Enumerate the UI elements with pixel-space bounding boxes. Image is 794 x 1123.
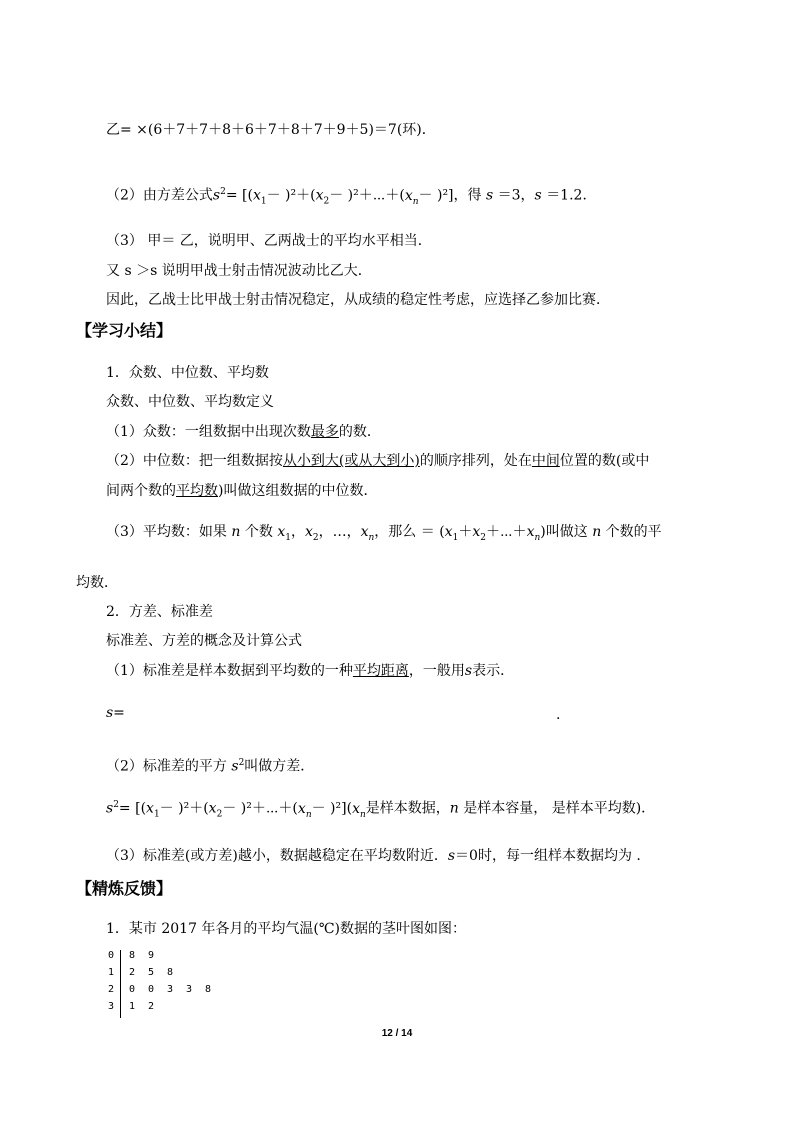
line-item-2: 2．方差、标准差 (106, 604, 213, 620)
leaf-value: 9 (148, 950, 155, 961)
leaf-value: 0 (129, 984, 136, 995)
line-question-1: 1．某市 2017 年各月的平均气温(℃)数据的茎叶图如图： (106, 921, 467, 937)
std-formula-end-dot: . (556, 707, 561, 723)
line-variance-formula-2: $s^2= [(x_1- )^2+(x_2-$ )$^2+\cdots+(x_n- )^2](x_n$是样本数据，n 是样本容量， 是样本平均数)． (106, 800, 656, 820)
line-definitions: 众数、中位数、平均数定义 (106, 394, 274, 410)
leaf-group (129, 950, 167, 967)
leaf-value: 1 (129, 1001, 136, 1012)
stem-row (108, 967, 224, 984)
leaf-value: 3 (186, 984, 193, 995)
leaf-group (129, 1001, 167, 1018)
line-conclusion: 因此，乙战士比甲战士射击情况稳定，从成绩的稳定性考虑，应选择乙参加比赛． (106, 292, 610, 308)
leaf-value: 8 (167, 967, 174, 978)
line-median: （2）中位数：把一组数据按从小到大(或从大到小)的顺序排列，处在中间位置的数(或中 (106, 453, 650, 469)
stem-divider (120, 967, 121, 984)
line-mean-def: （3）平均数：如果 n 个数 $x_1$，$x_2$，…，$x_n$，那么 ＝ $(x_1+x_2+\cdots+x_n)$叫做这 n 个数的平 (106, 524, 662, 543)
line-mode: （1）众数：一组数据中出现次数最多的数． (106, 424, 381, 440)
stem-value: 1 (108, 967, 115, 978)
stem-leaf-plot (108, 950, 224, 1018)
stem-row (108, 984, 224, 1001)
leaf-value: 0 (148, 984, 155, 995)
stem-value: 3 (108, 1001, 115, 1012)
line-std-def-title: 标准差、方差的概念及计算公式 (106, 633, 302, 649)
leaf-value: 8 (205, 984, 212, 995)
section-heading-summary: 【学习小结】 (76, 321, 173, 340)
line-variance-def: （2）标准差的平方 $s^2$叫做方差． (106, 758, 315, 775)
leaf-value: 2 (148, 1001, 155, 1012)
line-variance-formula: （2）由方差公式$s^2= [(x_1- )^2+(x_2-$ )$^2+\cdots+(x_n- )^2$]，得 s ＝3，s ＝1.2． (106, 187, 597, 207)
leaf-value: 3 (167, 984, 174, 995)
leaf-value: 5 (148, 967, 155, 978)
stem-row (108, 950, 224, 967)
leaf-value: 8 (129, 950, 136, 961)
leaf-group (129, 984, 224, 1001)
line-median-cont: 间两个数的平均数)叫做这组数据的中位数． (106, 483, 378, 499)
line-compare-mean: （3） 甲＝ 乙，说明甲、乙两战士的平均水平相当． (106, 233, 432, 249)
stem-row (108, 1001, 224, 1018)
line-std-def: （1）标准差是样本数据到平均数的一种平均距离，一般用s表示． (106, 663, 515, 679)
stem-divider (120, 950, 121, 967)
stem-value: 0 (108, 950, 115, 961)
stem-value: 2 (108, 984, 115, 995)
leaf-value: 2 (129, 967, 136, 978)
line-mean-yi: 乙= ×(6＋7＋7＋8＋6＋7＋8＋7＋9＋5)＝7(环)． (106, 122, 436, 138)
leaf-group (129, 967, 186, 984)
page-number: 12 / 14 (381, 1028, 413, 1039)
line-compare-variance: 又 s ＞s 说明甲战士射击情况波动比乙大． (106, 263, 372, 279)
section-heading-practice: 【精炼反馈】 (76, 879, 173, 898)
stem-divider (120, 1001, 121, 1018)
line-std-formula: s= (106, 705, 125, 721)
line-item-1: 1．众数、中位数、平均数 (106, 365, 269, 381)
stem-divider (120, 984, 121, 1001)
line-mean-def-cont: 均数． (76, 575, 118, 591)
line-std-property: （3）标准差(或方差)越小，数据越稳定在平均数附近．s＝0时，每一组样本数据均为 . (106, 848, 641, 864)
